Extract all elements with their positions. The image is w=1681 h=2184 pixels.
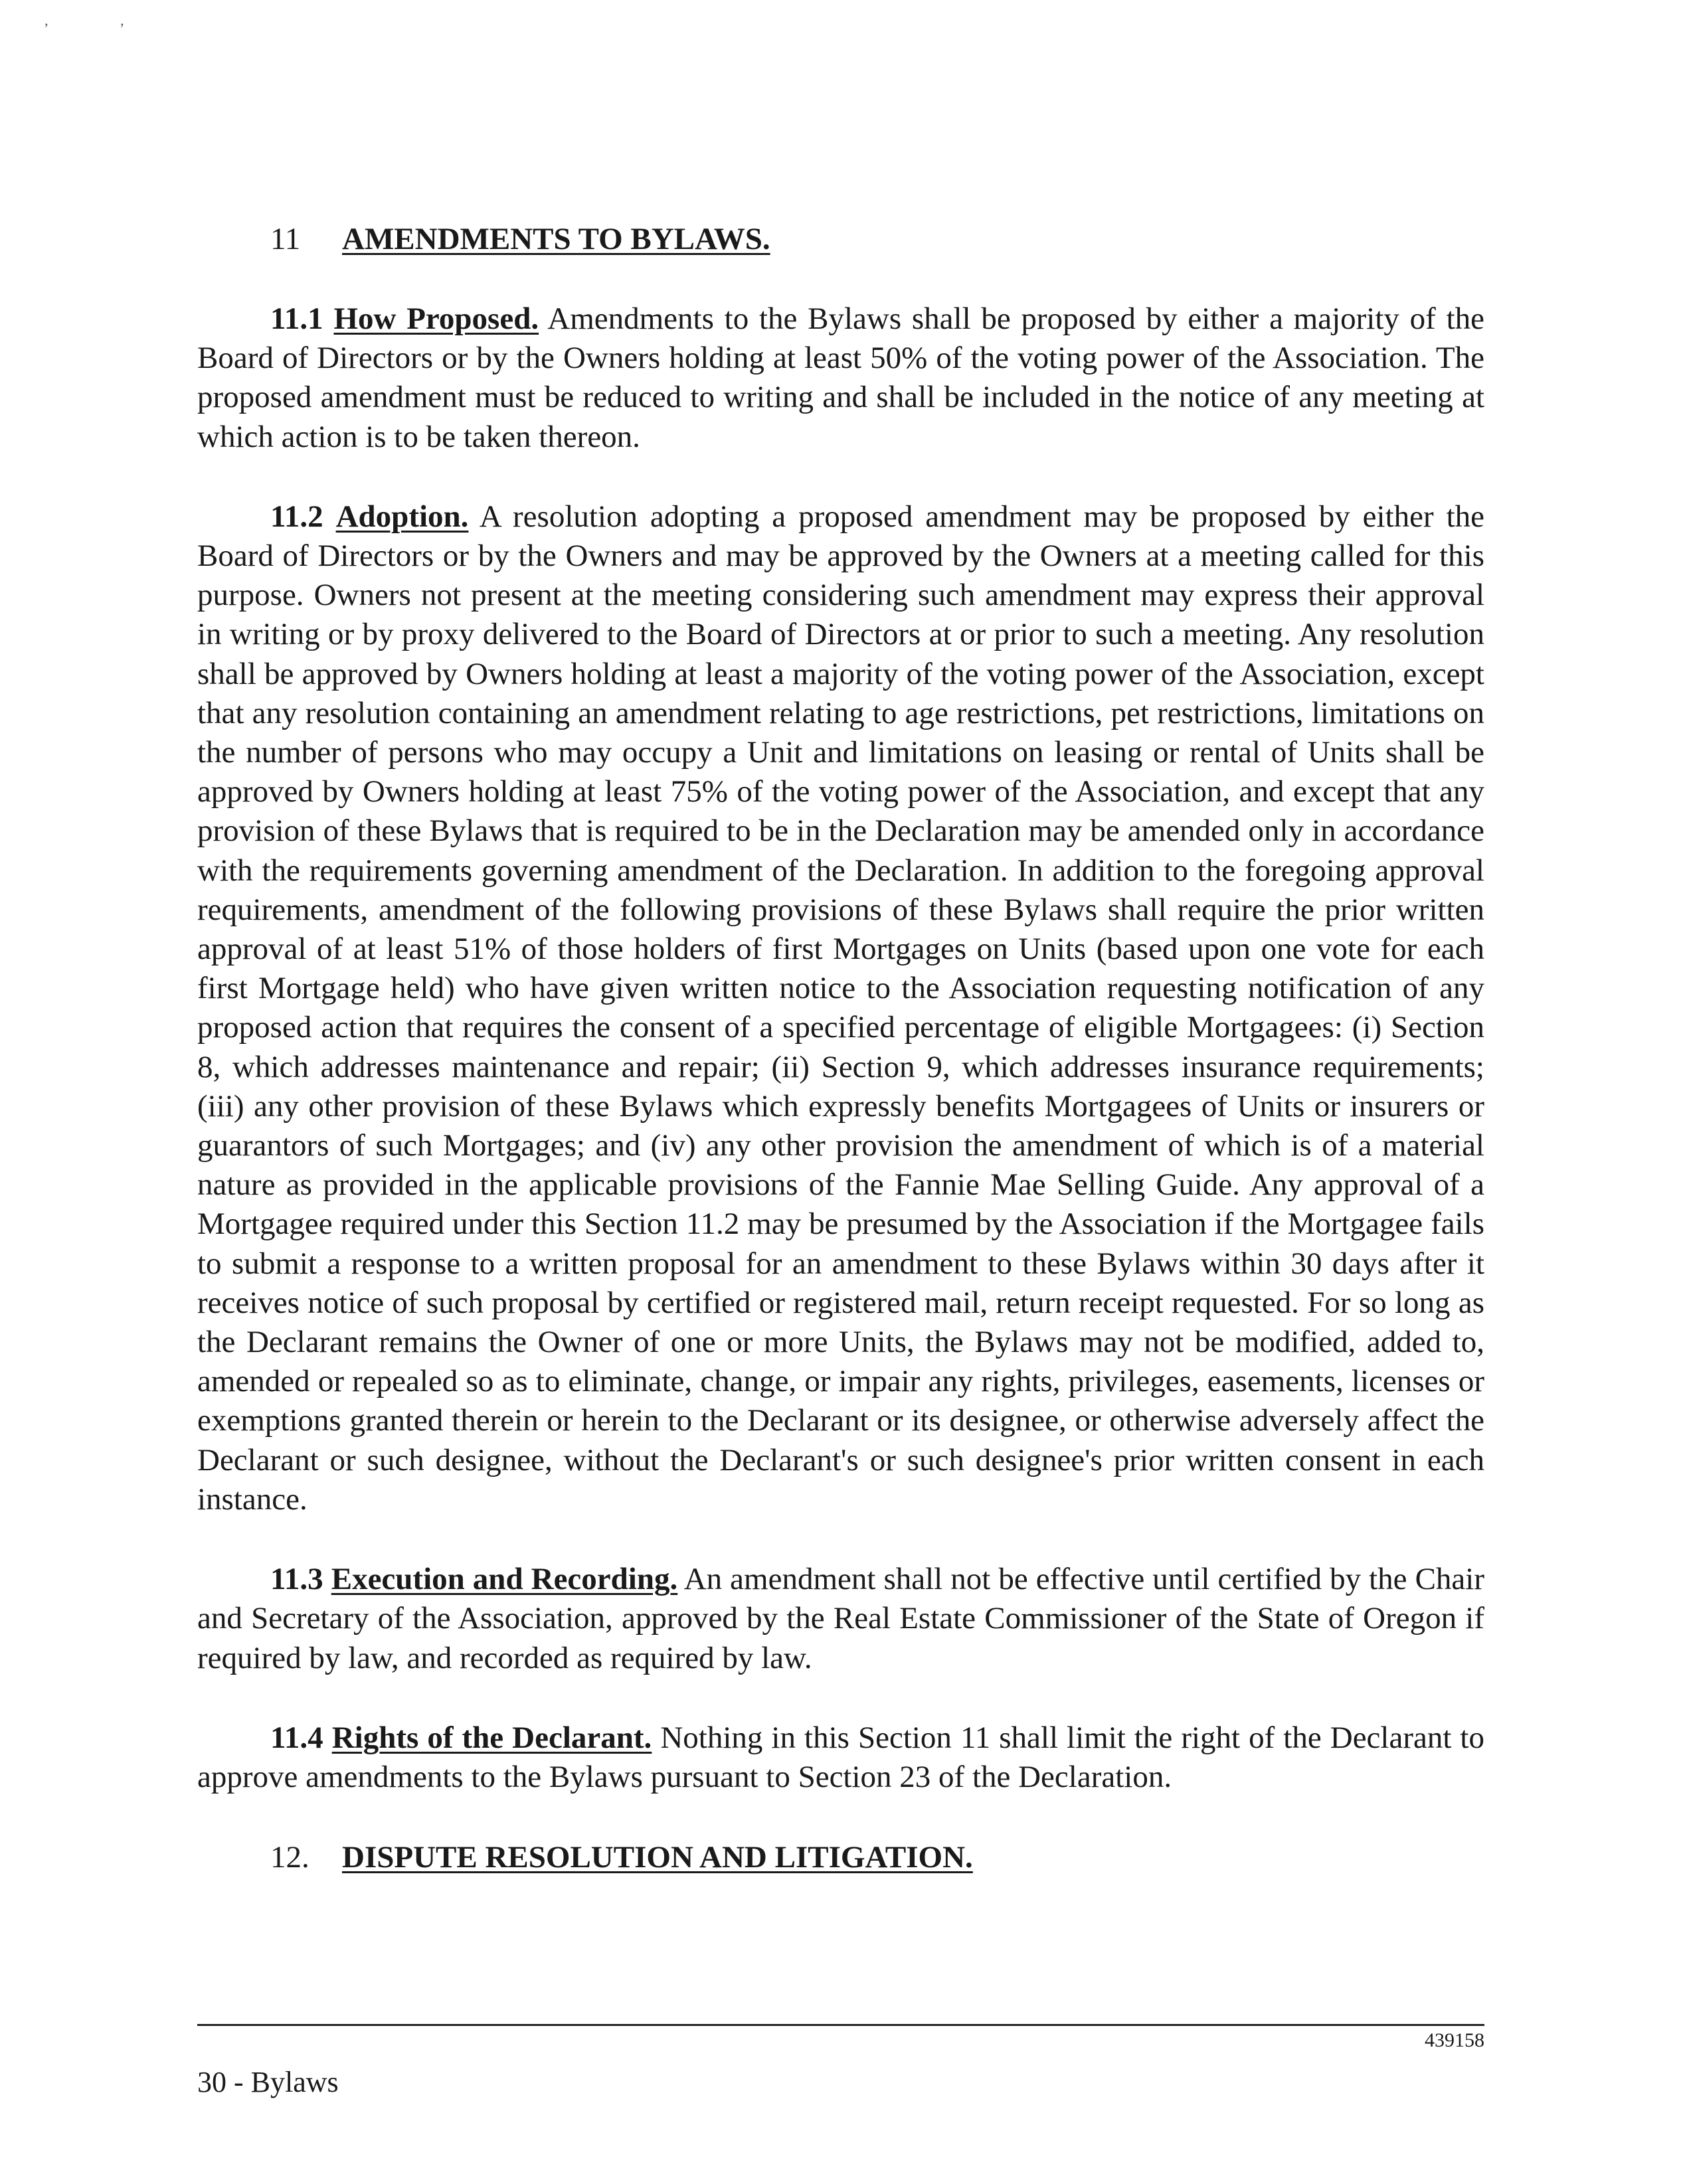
section-title: DISPUTE RESOLUTION AND LITIGATION. — [342, 1840, 973, 1875]
subsection-title: Adoption. — [335, 499, 469, 534]
page-content — [197, 219, 1484, 1877]
page-footer-label: 30 - Bylaws — [197, 2066, 339, 2098]
section-number: 12. — [270, 1840, 310, 1875]
subsection-number: 11.3 — [270, 1562, 323, 1597]
subsection-number: 11.2 — [270, 499, 323, 534]
subsection-number: 11.1 — [270, 301, 323, 336]
subsection-title: How Proposed. — [333, 301, 539, 336]
subsection-11-4 — [197, 1719, 1484, 1797]
subsection-text: Nothing in this Section 11 shall limit the right of the Declarant to approve amendments to the Bylaws pursuant to Section 23 of the Declaration. — [197, 1720, 1484, 1794]
section-number: 11 — [270, 222, 301, 256]
section-heading-11 — [270, 219, 1484, 259]
subsection-text: A resolution adopting a proposed amendment may be proposed by either the Board of Directors or by the Owners and may be approved by the Owners at a meeting called for this purpose. Owners not present at the meeting considering such amendment may express their approval in writing or by proxy delivered to the Board of Directors at or prior to such a meeting. Any resolution shall be approved by Owners holding at least a majority of the voting power of the Association, except that any resolution containing an amendment relating to age restrictions, pet restrictions, limitations on the number of persons who may occupy a Unit and limitations on leasing or rental of Units shall be approved by Owners holding at least 75% of the voting power of the Association, and except that any provision of these Bylaws that is required to be in the Declaration may be amended only in accordance with the requirements governing amendment of the Declaration. In addition to the foregoing approval requirements, amendment of the following provisions of these Bylaws shall require the prior written approval of at least 51% of those holders of first Mortgages on Units (based upon one vote for each first Mortgage held) who have given written notice to the Association requesting notification of any proposed action that requires the consent of a specified percentage of eligible Mortgagees: (i) Section 8, which addresses maintenance and repair; (ii) Section 9, which addresses insurance requirements; (iii) any other provision of these Bylaws which expressly benefits Mortgagees of Units or insurers or guarantors of such Mortgages; and (iv) any other provision the amendment of which is of a material nature as provided in the applicable provisions of the Fannie Mae Selling Guide. Any approval of a Mortgagee required under this Section 11.2 may be presumed by the Association if the Mortgagee fails to submit a response to a written proposal for an amendment to these Bylaws within 30 days after it receives notice of such proposal by certified or registered mail, return receipt requested. For so long as the Declarant remains the Owner of one or more Units, the Bylaws may not be modified, added to, amended or repealed so as to eliminate, change, or impair any rights, privileges, easements, licenses or exemptions granted therein or herein to the Declarant or its designee, or otherwise adversely affect the Declarant or such designee, without the Declarant's or such designee's prior written consent in each instance. — [197, 499, 1484, 1517]
subsection-title: Execution and Recording. — [331, 1562, 678, 1597]
section-title: AMENDMENTS TO BYLAWS. — [342, 222, 770, 256]
scan-mark: ’ — [44, 20, 49, 37]
subsection-title: Rights of the Declarant. — [331, 1720, 652, 1755]
section-heading-12 — [270, 1837, 1484, 1877]
subsection-11-1 — [197, 299, 1484, 457]
subsection-text: An amendment shall not be effective until certified by the Chair and Secretary of the Association, approved by the Real Estate Commissioner of the State of Oregon if required by law, and recorded as required by law. — [197, 1562, 1484, 1675]
document-number: 439158 — [1425, 2029, 1484, 2051]
subsection-11-2 — [197, 497, 1484, 1519]
subsection-number: 11.4 — [270, 1720, 323, 1755]
footer-divider — [197, 2024, 1484, 2026]
subsection-text: Amendments to the Bylaws shall be proposed by either a majority of the Board of Directors or by the Owners holding at least 50% of the voting power of the Association. The proposed amendment must be reduced to writing and shall be included in the notice of any meeting at which action is to be taken thereon. — [197, 301, 1485, 454]
scan-mark: ’ — [120, 20, 125, 37]
subsection-11-3 — [197, 1560, 1484, 1678]
